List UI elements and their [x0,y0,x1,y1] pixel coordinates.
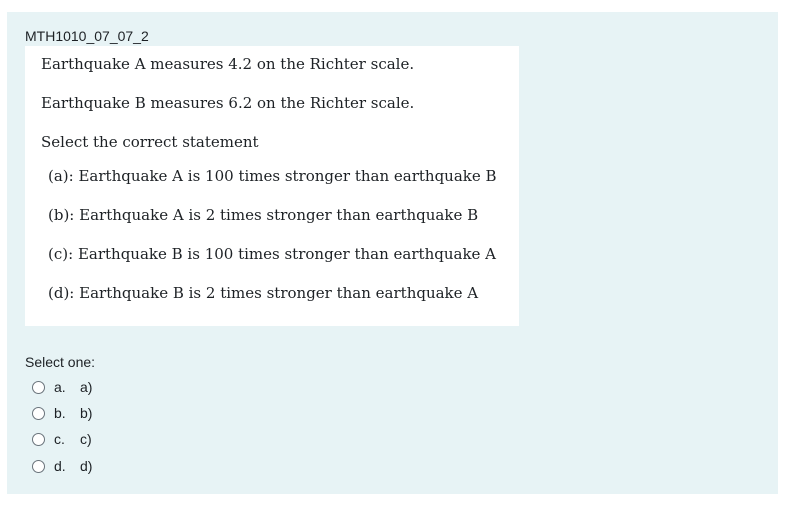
statement-key: (c): [48,245,74,263]
statement-key: (d): [48,284,75,302]
question-panel [7,12,778,494]
answer-option-b[interactable] [32,404,92,422]
radio-button[interactable] [32,407,45,420]
statement-text: Earthquake B is 2 times stronger than earthquake A [79,284,479,302]
statement-text: Earthquake A is 100 times stronger than earthquake B [78,167,497,185]
option-number: c. [54,431,65,447]
radio-button[interactable] [32,460,45,473]
radio-button[interactable] [32,433,45,446]
radio-button[interactable] [32,381,45,394]
statement-c [48,245,496,263]
select-one-label: Select one: [25,354,96,370]
statement-key: (b): [48,206,75,224]
question-text-card [25,46,519,326]
option-number: d. [54,458,66,474]
question-line-3: Select the correct statement [41,133,259,151]
question-name: MTH1010_07_07_2 [25,28,149,44]
statement-key: (a): [48,167,74,185]
answer-option-d[interactable] [32,457,92,475]
answer-option-a[interactable] [32,378,92,396]
option-label[interactable]: b) [80,405,93,421]
statement-a [48,167,497,185]
question-line-1: Earthquake A measures 4.2 on the Richter scale. [41,55,415,73]
option-label[interactable]: a) [80,379,93,395]
statement-b [48,206,478,224]
statement-d [48,284,478,302]
option-label[interactable]: d) [80,458,93,474]
option-label[interactable]: c) [80,431,92,447]
question-line-2: Earthquake B measures 6.2 on the Richter scale. [41,94,415,112]
statement-text: Earthquake B is 100 times stronger than earthquake A [77,245,497,263]
answer-option-c[interactable] [32,430,92,448]
statement-text: Earthquake A is 2 times stronger than earthquake B [79,206,479,224]
option-number: a. [54,379,66,395]
option-number: b. [54,405,66,421]
